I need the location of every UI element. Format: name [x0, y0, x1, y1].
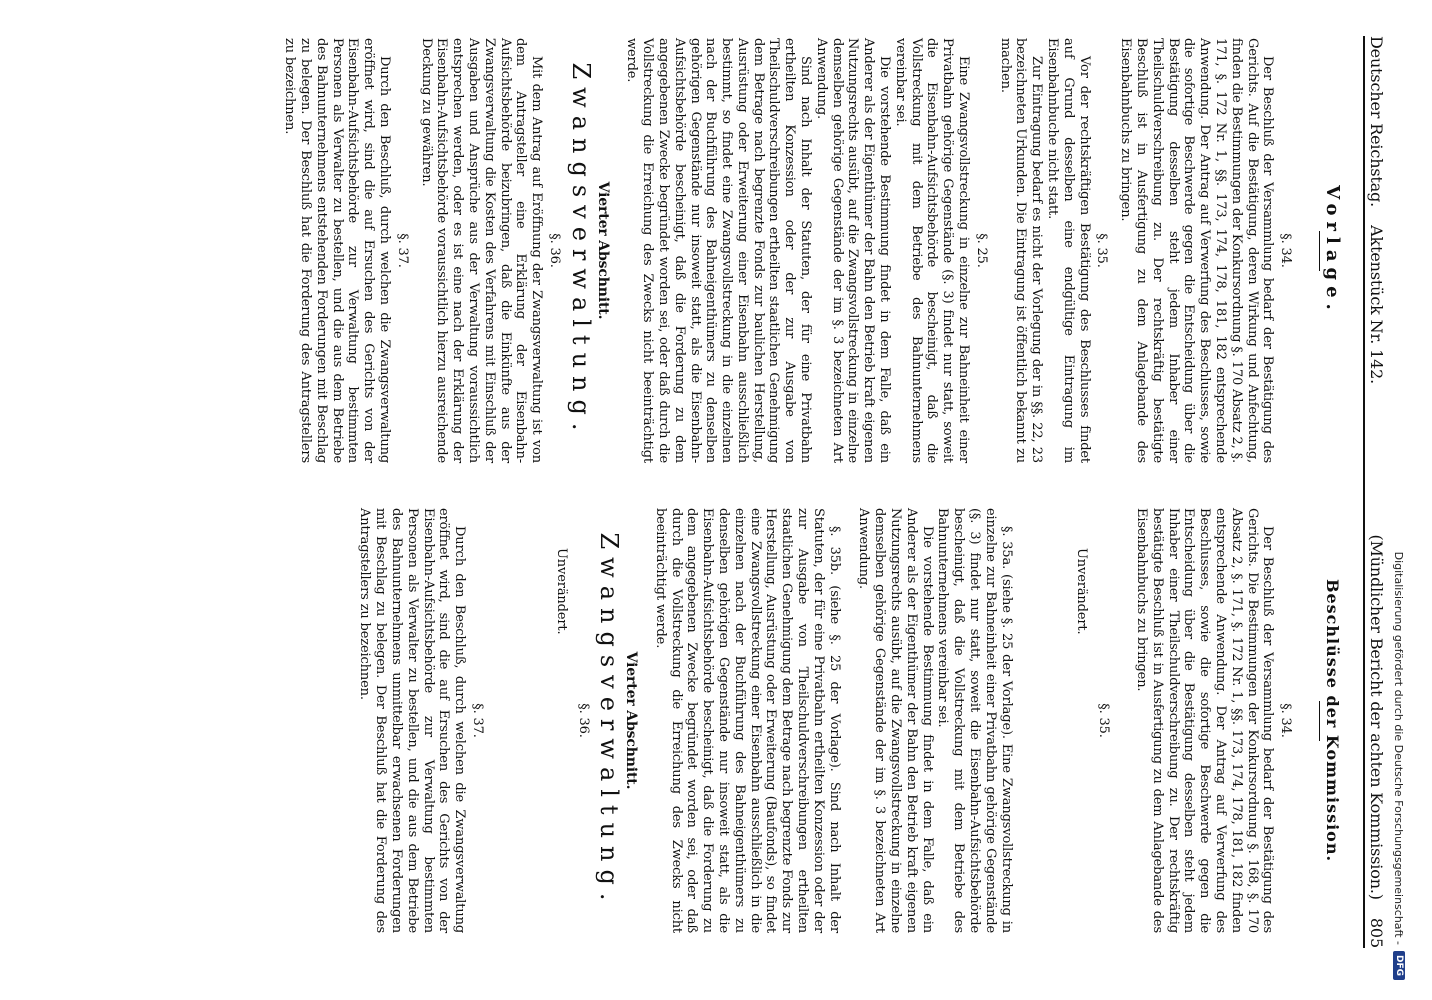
right-s36-unchanged: Unverändert.: [553, 548, 569, 635]
right-section-title: Zwangsverwaltung.: [595, 532, 624, 909]
right-s37-number: §. 37.: [469, 703, 485, 738]
right-s34-text: Der Beschluß der Versammlung bedarf der Bestätigung des Gerichts. Die Bestimmungen der Konkursordnung §. 168, §. 170 Absatz 2, §. 171, §. 172 Nr. 1, §§. 173, 174, 178, 181, 182 finden entsprechende Anwendung. Der Antrag auf Verwerfung des Beschlusses, sowie die sofortige Beschwerde gegen die Entscheidung über die Bestätigung desselben steht jedem Inhaber einer Theilschuldverschreibung zu. Der rechtskräftig bestätigte Beschluß ist in Ausfertigung zu dem Anlagebande des Eisenbahnbuchs zu bringen.: [1134, 508, 1276, 933]
right-s35a-text-1: §. 35a. (siehe §. 25 der Vorlage). Eine Zwangsvollstreckung in einzelne zur Bahneinheit einer Privatbahn gehörige Gegenstände (§. 3) findet nur statt, soweit die Eisenbahn-Aufsichtsbehörde bescheinigt, daß die Vollstreckung mit dem Betriebe des Bahnunternehmens vereinbar sei.: [935, 508, 1014, 933]
digitization-note: [1388, 20, 1410, 980]
left-s36-text: Mit dem Antrag auf Eröffnung der Zwangsverwaltung ist von dem Antragsteller eine Erklärung der Eisenbahn-Aufsichtsbehörde beizubringen, daß die Einkünfte aus der Zwangsverwaltung die Kosten des Verfahrens mit Einschluß der Ausgaben und Ansprüche aus der Verwaltung voraussichtlich entsprechen werden, oder es ist eine nach der Erklärung der Eisenbahn-Aufsichtsbehörde voraussichtlich hierzu ausreichende Deckung zu gewähren.: [418, 38, 545, 463]
left-s37-number: §. 37.: [394, 233, 410, 268]
heading-rule: [1319, 701, 1320, 741]
dfg-logo: DFG: [1393, 951, 1405, 980]
right-s35-unchanged: Unverändert.: [1074, 548, 1090, 635]
left-s36-number: §. 36.: [546, 233, 562, 268]
right-section-head: Vierter Abschnitt.: [623, 651, 640, 790]
right-s35b-text: §. 35b. (siehe §. 25 der Vorlage). Sind nach Inhalt der Statuten, der für eine Privatbahn ertheilten Konzession oder der zur Ausgabe von Theilschuldverschreibungen ertheilten staatlichen Genehmigung dem Betrage nach begrenzte Fonds zur Herstellung, Ausrüstung oder Erweiterung (Baufonds), so findet eine Zwangsvollstreckung einer Eisenbahn ausschließlich in die einzelnen nach der Buchführung des Bahneigenthümers zu denselben gehörigen Gegenstände nur insoweit statt, als die Eisenbahn-Aufsichtsbehörde bescheinigt, daß die Forderung zu dem angegebenen Zwecke begründet worden sei, oder daß durch die Vollstreckung die Erreichung des Zwecks nicht beeinträchtigt werde.: [652, 508, 842, 933]
left-s35-text-2: Zur Eintragung bedarf es nicht der Vorlegung der in §§. 22, 23 bezeichneten Urkunden. Die Eintragung ist öffentlich bekannt zu machen.: [997, 38, 1045, 463]
left-s35-number: §. 35.: [1094, 233, 1110, 268]
digitization-note-text: Digitalisierung gefördert durch die Deutsche Forschungsgemeinschaft -: [1392, 551, 1406, 945]
right-s35-number: §. 35.: [1096, 703, 1112, 738]
document-page: [28, 8, 1420, 968]
right-column-heading: Beschlüsse der Kommission.: [1323, 578, 1342, 863]
right-s35a-text-2: Die vorstehende Bestimmung findet in dem Falle, daß ein Anderer als der Eigenthümer der Bahn den Betrieb kraft eigenen Nutzungsrechts ausübt, auf die Zwangsvollstreckung in einzelne demselben gehörige Gegenstände der im §. 3 bezeichneten Art Anwendung.: [856, 508, 935, 933]
left-s35-text-1: Vor der rechtskräftigen Bestätigung des Beschlusses findet auf Grund desselben eine endgültige Eintragung im Eisenbahnbuche nicht statt.: [1045, 38, 1092, 463]
right-column: [357, 508, 1352, 933]
heading-rule: [1319, 231, 1320, 271]
left-s34-text: Der Beschluß der Versammlung bedarf der Bestätigung des Gerichts. Auf die Bestätigung, deren Wirkung und Anfechtung, finden die Bestimmungen der Konkursordnung §. 170 Absatz 2, §. 171, §. 172 Nr. 1, §§. 173, 174, 178, 181, 182 entsprechende Anwendung. Der Antrag auf Verwerfung des Beschlusses, sowie die sofortige Beschwerde gegen die Entscheidung über die Bestätigung desselben steht jedem Inhaber einer Theilschuldverschreibung zu. Der rechtskräftig bestätigte Beschluß ist in Ausfertigung zu dem Anlagebande des Eisenbahnbuchs zu bringen.: [1118, 38, 1276, 463]
left-section-head: Vierter Abschnitt.: [594, 181, 611, 320]
header-left: Deutscher Reichstag.: [1366, 36, 1386, 208]
page-number: 805: [1366, 917, 1386, 948]
left-column-heading: Vorlage.: [1322, 185, 1343, 316]
header-report: (Mündlicher Bericht der achten Kommission.): [1366, 534, 1386, 900]
left-s37-text: Durch den Beschluß, durch welchen die Zwangsverwaltung eröffnet wird, sind die auf Ersuchen des Gerichts von der Eisenbahn-Aufsichtsbehörde zur Verwaltung bestimmten Personen als Verwalter zu bestellen, und die aus dem Betriebe des Bahnunternehmens entstehenden Forderungen mit Beschlag zu belegen. Der Beschluß hat die Forderung des Antragstellers zu bezeichnen.: [282, 38, 392, 463]
left-s25-number: §. 25.: [973, 233, 989, 268]
left-column: [281, 38, 1352, 463]
left-s34-number: §. 34.: [1278, 233, 1294, 268]
right-s37-text: Durch den Beschluß, durch welchen die Zwangsverwaltung eröffnet wird, sind die auf Ersuchen des Gerichts von der Eisenbahn-Aufsichtsbehörde zur Verwaltung bestimmten Personen als Verwalter zu bestellen, und die aus dem Betriebe des Bahnunternehmens unmittelbar erwachsenen Forderungen mit Beschlag zu belegen. Der Beschluß hat die Forderung des Antragstellers zu bezeichnen.: [357, 508, 468, 933]
left-section-title: Zwangsverwaltung.: [566, 62, 595, 439]
left-s25-text-2: Die vorstehende Bestimmung findet in dem Falle, daß ein Anderer als der Eigenthümer der Bahn den Betrieb kraft eigenen Nutzungsrechts ausübt, auf die Zwangsvollstreckung in einzelne demselben gehörige Gegenstände der im §. 3 bezeichneten Art Anwendung.: [813, 38, 893, 463]
header-doc: Aktenstück Nr. 142.: [1366, 225, 1386, 385]
right-s36-number: §. 36.: [575, 703, 591, 738]
left-s25-text-1: Eine Zwangsvollstreckung in einzelne zur Bahneinheit einer Privatbahn gehörige Gegenstände (§. 3) findet nur statt, soweit die Eisenbahn-Aufsichtsbehörde bescheinigt, daß die Vollstreckung mit dem Betriebe des Bahnunternehmens vereinbar sei.: [892, 38, 972, 463]
left-s25-text-3: Sind nach Inhalt der Statuten, der für eine Privatbahn ertheilten Konzession oder der zur Ausgabe von Theilschuldverschreibungen ertheilten staatlichen Genehmigung dem Betrage nach begrenzte Fonds zur baulichen Herstellung, Ausrüstung oder Erweiterung einer Eisenbahn ausschließlich bestimmt, so findet eine Zwangsvollstreckung in die einzelnen nach der Buchführung des Bahneigenthümers zu denselben gehörigen Gegenstände nur insoweit statt, als die Eisenbahn-Aufsichtsbehörde bescheinigt, daß die Forderung zu dem angegebenen Zwecke begründet worden sei, oder daß durch die Vollstreckung die Erreichung des Zwecks nicht beeinträchtigt werde.: [624, 38, 814, 463]
right-s34-number: §. 34.: [1278, 703, 1294, 738]
